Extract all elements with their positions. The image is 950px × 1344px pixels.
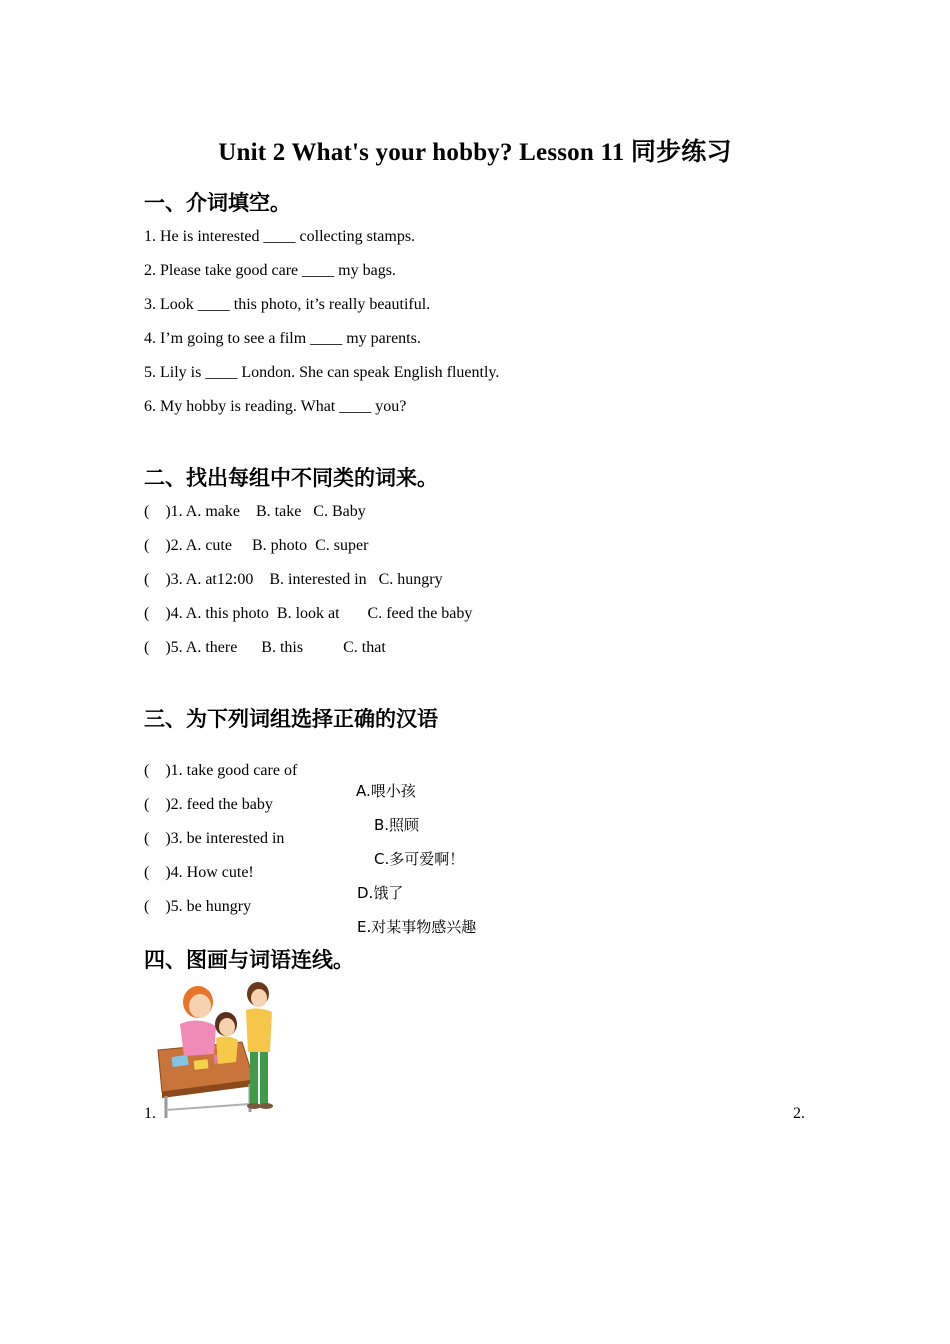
match-label-1: 1. <box>144 1105 156 1122</box>
page-title: Unit 2 What's your hobby? Lesson 11 同步练习 <box>218 139 732 166</box>
section3-meaning-2: B.照顾 <box>374 816 420 834</box>
section1-item-3: 3. Look ____ this photo, it’s really beautiful. <box>144 296 431 313</box>
section1-item-6: 6. My hobby is reading. What ____ you? <box>144 398 407 415</box>
section2-item-3: ( )3. A. at12:00 B. interested in C. hungry <box>144 571 443 588</box>
section1-item-4: 4. I’m going to see a film ____ my parents. <box>144 330 421 347</box>
section3-phrase-3: ( )3. be interested in <box>144 830 285 847</box>
section3-row-5 <box>144 880 644 952</box>
section1-item-2: 2. Please take good care ____ my bags. <box>144 262 396 279</box>
section2-item-1: ( )1. A. make B. take C. Baby <box>144 503 366 520</box>
section1-item-5: 5. Lily is ____ London. She can speak English fluently. <box>144 364 500 381</box>
section2-item-5: ( )5. A. there B. this C. that <box>144 639 386 656</box>
match-label-2: 2. <box>793 1105 805 1122</box>
section3-phrase-2: ( )2. feed the baby <box>144 796 273 813</box>
section3-meaning-4: D.饿了 <box>357 884 404 902</box>
section3-meaning-5: E.对某事物感兴趣 <box>357 918 477 936</box>
section4-heading: 四、图画与词语连线。 <box>144 948 354 972</box>
section2-heading: 二、找出每组中不同类的词来。 <box>144 466 438 490</box>
section1-heading: 一、介词填空。 <box>144 191 291 215</box>
section3-meaning-3: C.多可爱啊！ <box>374 850 465 868</box>
section1-item-1: 1. He is interested ____ collecting stamps. <box>144 228 416 245</box>
family-illustration <box>154 980 278 1120</box>
section2-item-2: ( )2. A. cute B. photo C. super <box>144 537 369 554</box>
section3-phrase-4: ( )4. How cute! <box>144 864 254 881</box>
section2-item-4: ( )4. A. this photo B. look at C. feed the baby <box>144 605 473 622</box>
section3-phrase-1: ( )1. take good care of <box>144 762 298 779</box>
section3-phrase-5: ( )5. be hungry <box>144 898 252 915</box>
section3-heading: 三、为下列词组选择正确的汉语 <box>144 707 438 731</box>
section3-meaning-1: A.喂小孩 <box>356 782 416 800</box>
